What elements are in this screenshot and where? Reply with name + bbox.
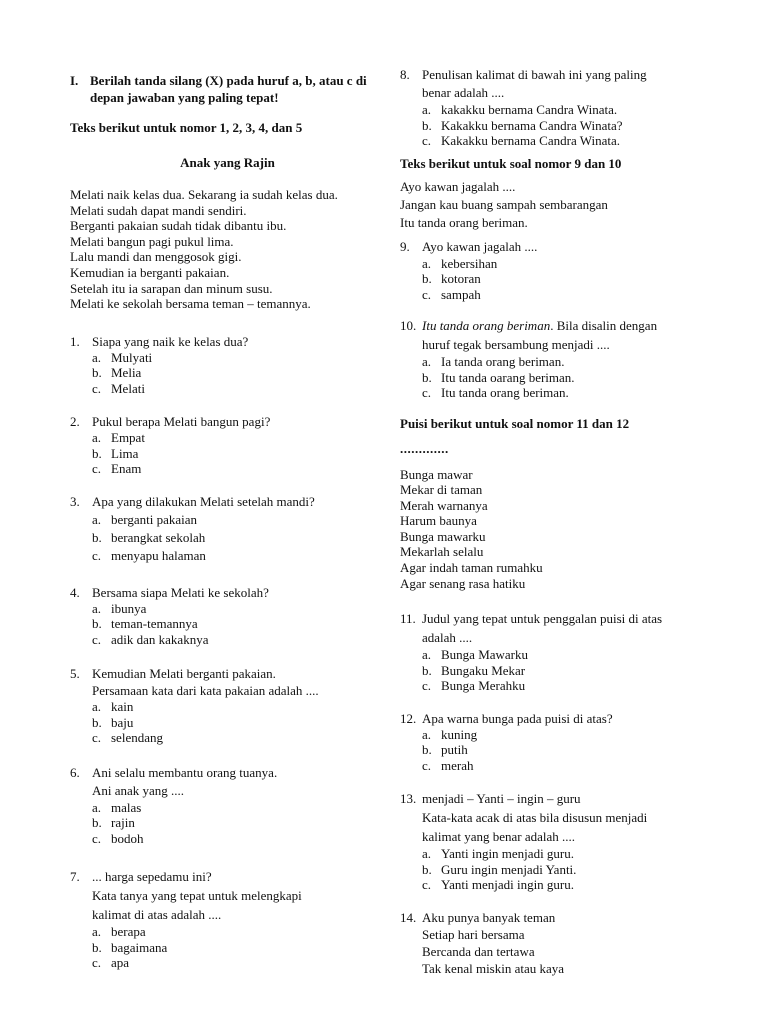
question-line: kalimat di atas adalah .... — [92, 907, 222, 923]
question-number: 6. — [70, 764, 80, 780]
option-letter: b. — [92, 529, 102, 545]
poem-line: Merah warnanya — [400, 497, 488, 513]
question-number: 12. — [400, 710, 417, 726]
passage1-title: Anak yang Rajin — [180, 155, 275, 170]
question-text — [70, 493, 385, 511]
passage-line: Melati sudah dapat mandi sendiri. — [70, 202, 247, 218]
option-b[interactable] — [422, 118, 700, 134]
option-c[interactable] — [422, 133, 700, 149]
question-line: kalimat yang benar adalah .... — [422, 829, 576, 845]
question-text — [400, 789, 700, 808]
question-text — [70, 333, 385, 350]
option-letter: a. — [92, 600, 102, 616]
option-b[interactable] — [92, 940, 385, 956]
option-a[interactable] — [422, 354, 700, 370]
question-text — [70, 584, 385, 601]
option-letter: c. — [422, 286, 432, 302]
question-line: Bercanda dan tertawa — [422, 943, 535, 959]
option-letter: a. — [92, 699, 102, 715]
passage-line: Melati ke sekolah bersama teman – temannya. — [70, 296, 311, 312]
option-text: Ia tanda orang beriman. — [441, 354, 565, 369]
question-number: 2. — [70, 414, 80, 430]
option-text: apa — [111, 955, 130, 971]
option-text: Itu tanda oarang beriman. — [441, 369, 575, 385]
option-c[interactable] — [92, 381, 385, 397]
passage-line: Setelah itu ia sarapan dan minum susu. — [70, 280, 273, 296]
option-b[interactable] — [422, 271, 700, 287]
question-text — [400, 960, 700, 977]
instruction — [70, 72, 385, 106]
question-text — [70, 413, 385, 430]
passage2-heading: Teks berikut untuk soal nomor 9 dan 10 — [400, 155, 622, 171]
option-text: berapa — [111, 924, 146, 940]
question-line: Ani anak yang .... — [92, 782, 185, 798]
option-text: berganti pakaian — [111, 511, 198, 527]
option-b[interactable] — [92, 616, 385, 632]
question-text — [70, 782, 385, 800]
question-number: 5. — [70, 666, 80, 682]
question-text — [400, 84, 700, 102]
option-letter: a. — [422, 846, 432, 862]
question-10 — [400, 316, 700, 401]
option-b[interactable] — [92, 529, 385, 547]
question-11 — [400, 609, 700, 694]
option-letter: a. — [422, 647, 432, 663]
option-letter: b. — [92, 939, 102, 955]
question-text — [400, 238, 700, 256]
question-line: Pukul berapa Melati bangun pagi? — [92, 414, 271, 430]
option-text: Empat — [111, 430, 145, 446]
option-letter: b. — [92, 365, 102, 381]
option-c[interactable] — [422, 877, 700, 893]
poem-line: Agar indah taman rumahku — [400, 560, 543, 576]
question-number: 7. — [70, 869, 80, 885]
option-text: Bunga Merahku — [441, 678, 526, 694]
question-line: Apa warna bunga pada puisi di atas? — [422, 710, 613, 726]
passage-line: Melati naik kelas dua. Sekarang ia sudah kelas dua. — [70, 187, 338, 202]
option-text: Melia — [111, 365, 142, 381]
passage1-text — [70, 187, 385, 312]
option-letter: a. — [422, 726, 432, 742]
question-line: Aku punya banyak teman — [422, 909, 556, 925]
option-text: Yanti menjadi ingin guru. — [441, 877, 575, 893]
question-number: 1. — [70, 333, 80, 349]
passage-line: Itu tanda orang beriman. — [400, 214, 528, 230]
option-text: kakakku bernama Candra Winata. — [441, 102, 618, 117]
passage3-heading: Puisi berikut untuk soal nomor 11 dan 12 — [400, 415, 630, 431]
poem-title-blank: ............. — [400, 440, 449, 456]
question-text — [70, 905, 385, 924]
option-c[interactable] — [422, 287, 700, 303]
poem-line: Bunga mawar — [400, 466, 473, 482]
passage1-heading: Teks berikut untuk nomor 1, 2, 3, 4, dan 5 — [70, 120, 303, 135]
passage-line: Berganti pakaian sudah tidak dibantu ibu. — [70, 218, 287, 234]
question-line: Setiap hari bersama — [422, 926, 525, 942]
option-letter: c. — [92, 547, 102, 563]
option-text: kebersihan — [441, 255, 498, 271]
option-b[interactable] — [92, 815, 385, 831]
question-number: 4. — [70, 584, 80, 600]
option-letter: c. — [422, 757, 432, 773]
right-column — [400, 66, 700, 977]
passage2-text — [400, 178, 700, 232]
poem-line: Harum baunya — [400, 513, 477, 529]
option-text: baju — [111, 714, 134, 730]
question-line: huruf tegak bersambung menjadi .... — [422, 337, 610, 352]
option-c[interactable] — [92, 955, 385, 971]
option-b[interactable] — [92, 446, 385, 462]
option-a[interactable] — [92, 699, 385, 715]
question-line: Bersama siapa Melati ke sekolah? — [92, 584, 269, 600]
question-line: Apa yang dilakukan Melati setelah mandi? — [92, 493, 315, 509]
poem-line: Mekar di taman — [400, 482, 483, 498]
passage-line: Lalu mandi dan menggosok gigi. — [70, 249, 242, 265]
question-text — [400, 808, 700, 827]
question-number: 9. — [400, 238, 410, 254]
option-letter: b. — [422, 861, 432, 877]
left-column — [70, 66, 385, 971]
poem-line: Mekarlah selalu — [400, 544, 484, 560]
quoted-sentence: Itu tanda orang beriman — [422, 318, 551, 333]
question-text — [70, 764, 385, 782]
option-letter: c. — [422, 877, 432, 893]
option-letter: a. — [92, 511, 102, 527]
passage-line: Kemudian ia berganti pakaian. — [70, 264, 230, 280]
question-7 — [70, 867, 385, 971]
option-text: Mulyati — [111, 349, 153, 365]
question-line: Kata tanya yang tepat untuk melengkapi — [92, 888, 302, 904]
question-text — [400, 926, 700, 943]
option-letter: a. — [422, 354, 432, 369]
option-b[interactable] — [422, 862, 700, 878]
option-a[interactable] — [92, 430, 385, 446]
instruction-number: I. — [70, 73, 79, 88]
option-text: bodoh — [111, 830, 144, 846]
option-letter: b. — [422, 662, 432, 678]
question-number: 3. — [70, 493, 80, 509]
option-text: rajin — [111, 815, 135, 831]
question-13 — [400, 789, 700, 893]
poem-line: Bunga mawarku — [400, 528, 486, 544]
option-c[interactable] — [422, 385, 700, 401]
question-line: Penulisan kalimat di bawah ini yang paling — [422, 67, 647, 82]
option-text: adik dan kakaknya — [111, 631, 209, 647]
option-c[interactable] — [422, 758, 700, 774]
option-text: malas — [111, 799, 142, 815]
instruction-text: Berilah tanda silang (X) pada huruf a, b, atau c di depan jawaban yang paling tepat! — [90, 73, 367, 105]
question-text — [400, 609, 700, 628]
question-text — [400, 66, 700, 84]
option-text: Guru ingin menjadi Yanti. — [441, 861, 577, 877]
option-c[interactable] — [92, 547, 385, 565]
question-text — [70, 665, 385, 682]
question-line: Ani selalu membantu orang tuanya. — [92, 764, 278, 780]
option-letter: a. — [422, 102, 432, 117]
option-a[interactable] — [422, 727, 700, 743]
option-text: Yanti ingin menjadi guru. — [441, 846, 575, 862]
option-letter: c. — [422, 133, 432, 148]
option-text: Melati — [111, 380, 145, 396]
option-a[interactable] — [92, 511, 385, 529]
option-letter: b. — [92, 616, 102, 632]
question-text — [400, 943, 700, 960]
option-letter: a. — [92, 349, 102, 365]
option-b[interactable] — [422, 663, 700, 679]
option-a[interactable] — [422, 102, 700, 118]
question-line: Ayo kawan jagalah .... — [422, 238, 538, 254]
option-text: kuning — [441, 726, 478, 742]
question-line: Siapa yang naik ke kelas dua? — [92, 333, 249, 349]
question-line: Tak kenal miskin atau kaya — [422, 960, 565, 976]
option-text: merah — [441, 757, 474, 773]
option-letter: b. — [422, 369, 432, 385]
option-c[interactable] — [422, 678, 700, 694]
option-letter: c. — [92, 955, 102, 971]
question-text — [400, 628, 700, 647]
option-text: kotoran — [441, 271, 481, 286]
poem-line: Agar senang rasa hatiku — [400, 575, 526, 591]
question-line: benar adalah .... — [422, 85, 505, 100]
option-b[interactable] — [92, 365, 385, 381]
option-text: Bunga Mawarku — [441, 647, 529, 663]
question-text — [400, 710, 700, 727]
option-a[interactable] — [92, 350, 385, 366]
question-number: 13. — [400, 791, 417, 807]
option-a[interactable] — [92, 800, 385, 816]
option-text: bagaimana — [111, 939, 168, 955]
option-letter: c. — [422, 385, 432, 400]
option-text: Lima — [111, 445, 139, 461]
question-text — [70, 867, 385, 886]
question-number: 14. — [400, 909, 417, 925]
option-a[interactable] — [422, 846, 700, 862]
question-1 — [70, 333, 385, 397]
option-a[interactable] — [92, 601, 385, 617]
option-letter: c. — [92, 830, 102, 846]
option-letter: b. — [422, 742, 432, 758]
option-b[interactable] — [92, 715, 385, 731]
passage-line: Ayo kawan jagalah .... — [400, 178, 516, 194]
option-letter: a. — [422, 255, 432, 271]
question-9 — [400, 238, 700, 303]
option-letter: b. — [92, 815, 102, 831]
question-5 — [70, 665, 385, 746]
option-letter: c. — [92, 461, 102, 477]
question-text — [70, 682, 385, 699]
question-line: . Bila disalin dengan — [550, 318, 658, 333]
option-text: Kakakku bernama Candra Winata? — [441, 117, 623, 133]
option-letter: c. — [92, 380, 102, 396]
option-letter: c. — [422, 678, 432, 694]
option-text: Bungaku Mekar — [441, 662, 526, 678]
question-line: Kata-kata acak di atas bila disusun menjadi — [422, 810, 648, 826]
question-line: Judul yang tepat untuk penggalan puisi di atas — [422, 611, 663, 627]
option-letter: b. — [422, 117, 432, 133]
question-line: adalah .... — [422, 630, 473, 646]
option-c[interactable] — [92, 461, 385, 477]
question-line: ... harga sepedamu ini? — [92, 869, 212, 885]
question-14 — [400, 909, 700, 977]
option-letter: c. — [92, 730, 102, 746]
option-letter: b. — [92, 445, 102, 461]
question-line: Persamaan kata dari kata pakaian adalah .... — [92, 683, 319, 699]
passage-line: Melati bangun pagi pukul lima. — [70, 233, 234, 249]
option-b[interactable] — [422, 742, 700, 758]
question-text — [400, 335, 700, 354]
option-letter: a. — [92, 430, 102, 446]
option-text: teman-temannya — [111, 616, 198, 632]
question-text — [400, 316, 700, 335]
question-text — [70, 886, 385, 905]
option-text: Itu tanda orang beriman. — [441, 385, 569, 400]
option-letter: a. — [92, 924, 102, 940]
question-12 — [400, 710, 700, 774]
option-letter: c. — [92, 631, 102, 647]
option-text: putih — [441, 742, 468, 758]
question-8 — [400, 66, 700, 149]
option-a[interactable] — [422, 647, 700, 663]
option-text: kain — [111, 699, 134, 715]
question-line: Kemudian Melati berganti pakaian. — [92, 666, 276, 682]
passage-line: Jangan kau buang sampah sembarangan — [400, 196, 608, 212]
question-text — [400, 827, 700, 846]
option-c[interactable] — [92, 632, 385, 648]
option-text: sampah — [441, 286, 481, 302]
poem-text — [400, 467, 700, 592]
option-text: ibunya — [111, 600, 147, 616]
option-text: menyapu halaman — [111, 547, 206, 563]
question-2 — [70, 413, 385, 477]
option-letter: a. — [92, 799, 102, 815]
question-text — [400, 909, 700, 926]
option-text: berangkat sekolah — [111, 529, 206, 545]
option-b[interactable] — [422, 370, 700, 386]
question-line: menjadi – Yanti – ingin – guru — [422, 791, 581, 807]
question-3 — [70, 493, 385, 565]
question-6 — [70, 764, 385, 847]
question-number: 10. — [400, 318, 417, 333]
option-a[interactable] — [422, 256, 700, 272]
option-c[interactable] — [92, 730, 385, 746]
option-c[interactable] — [92, 831, 385, 847]
question-number: 8. — [400, 67, 410, 82]
option-text: selendang — [111, 730, 163, 746]
option-text: Kakakku bernama Candra Winata. — [441, 133, 620, 148]
option-letter: b. — [422, 271, 432, 286]
option-text: Enam — [111, 461, 142, 477]
question-number: 11. — [400, 611, 416, 627]
option-a[interactable] — [92, 924, 385, 940]
question-4 — [70, 584, 385, 648]
option-letter: b. — [92, 714, 102, 730]
